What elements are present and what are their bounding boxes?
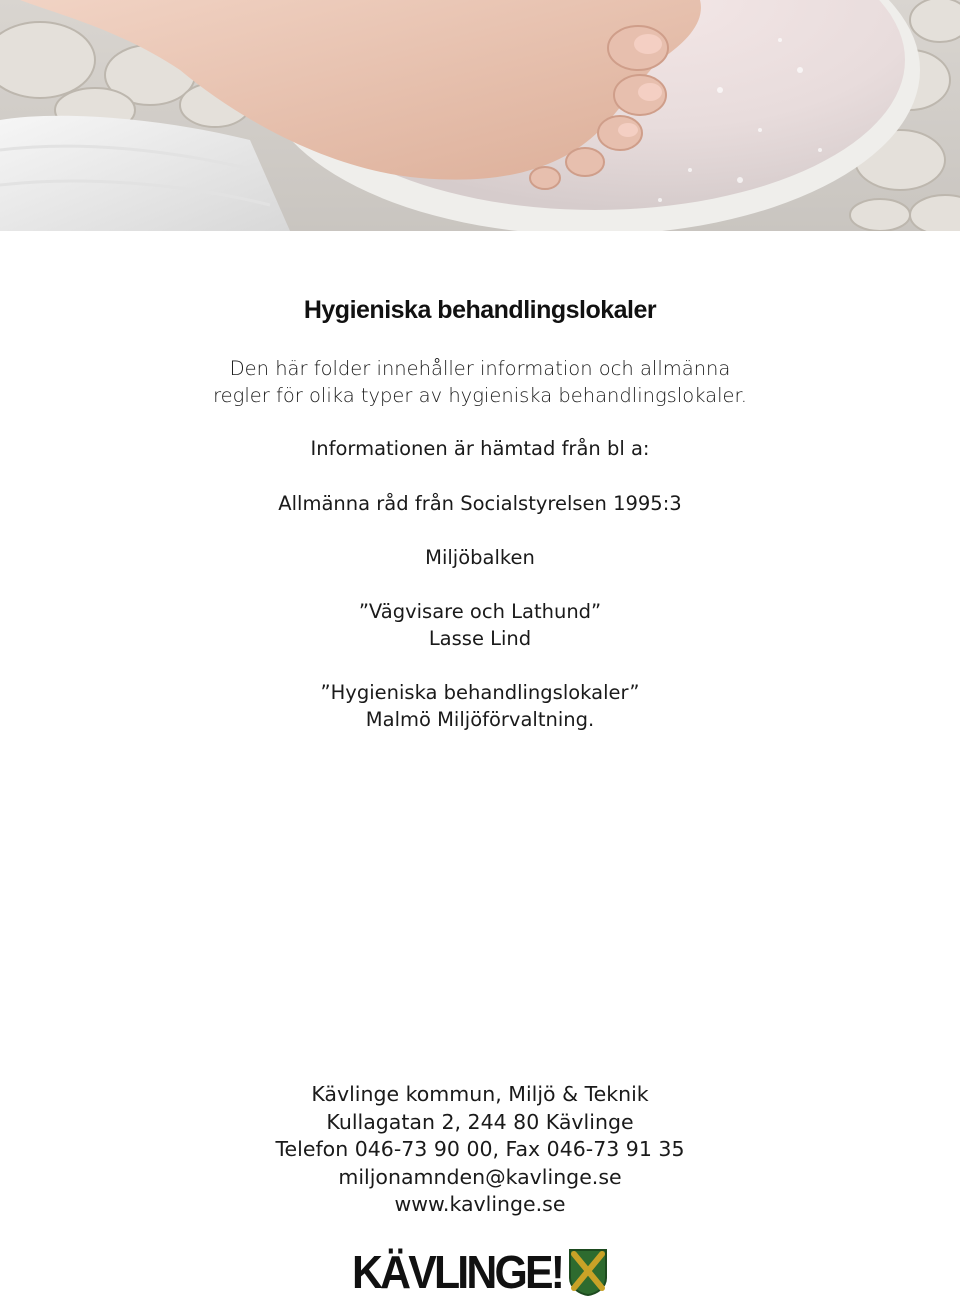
footer-address: Kullagatan 2, 244 80 Kävlinge [326, 1109, 634, 1134]
intro-paragraph [0, 355, 960, 409]
reference-line: Allmänna råd från Socialstyrelsen 1995:3 [278, 492, 682, 515]
intro-line: Den här folder innehåller information och allmänna [229, 357, 731, 380]
reference-author: Lasse Lind [428, 627, 532, 650]
intro-line: regler för olika typer av hygieniska behandlingslokaler. [213, 384, 747, 407]
reference-item [0, 544, 960, 571]
footer-website-link[interactable]: www.kavlinge.se [394, 1192, 566, 1216]
coat-of-arms-icon [568, 1248, 608, 1296]
reference-item [0, 679, 960, 733]
reference-item [0, 490, 960, 517]
reference-line: ”Vägvisare och Lathund” [358, 600, 602, 623]
page-title: Hygieniska behandlingslokaler [303, 296, 657, 324]
footer-email-link[interactable]: miljonamnden@kavlinge.se [338, 1164, 622, 1189]
footer-organization: Kävlinge kommun, Miljö & Teknik [311, 1082, 649, 1106]
footer-phone-fax: Telefon 046-73 90 00, Fax 046-73 91 35 [275, 1137, 685, 1161]
source-heading: Informationen är hämtad från bl a: [310, 437, 650, 460]
hero-photo [0, 0, 960, 231]
reference-item [0, 598, 960, 652]
foot-bath-photo-icon [0, 0, 960, 231]
logo-wordmark: KÄVLINGE! [352, 1246, 563, 1298]
reference-author: Malmö Miljöförvaltning. [365, 708, 595, 731]
kavlinge-logo [352, 1246, 610, 1298]
reference-line: Miljöbalken [425, 546, 535, 569]
contact-footer [0, 1081, 960, 1219]
reference-line: ”Hygieniska behandlingslokaler” [320, 681, 640, 704]
